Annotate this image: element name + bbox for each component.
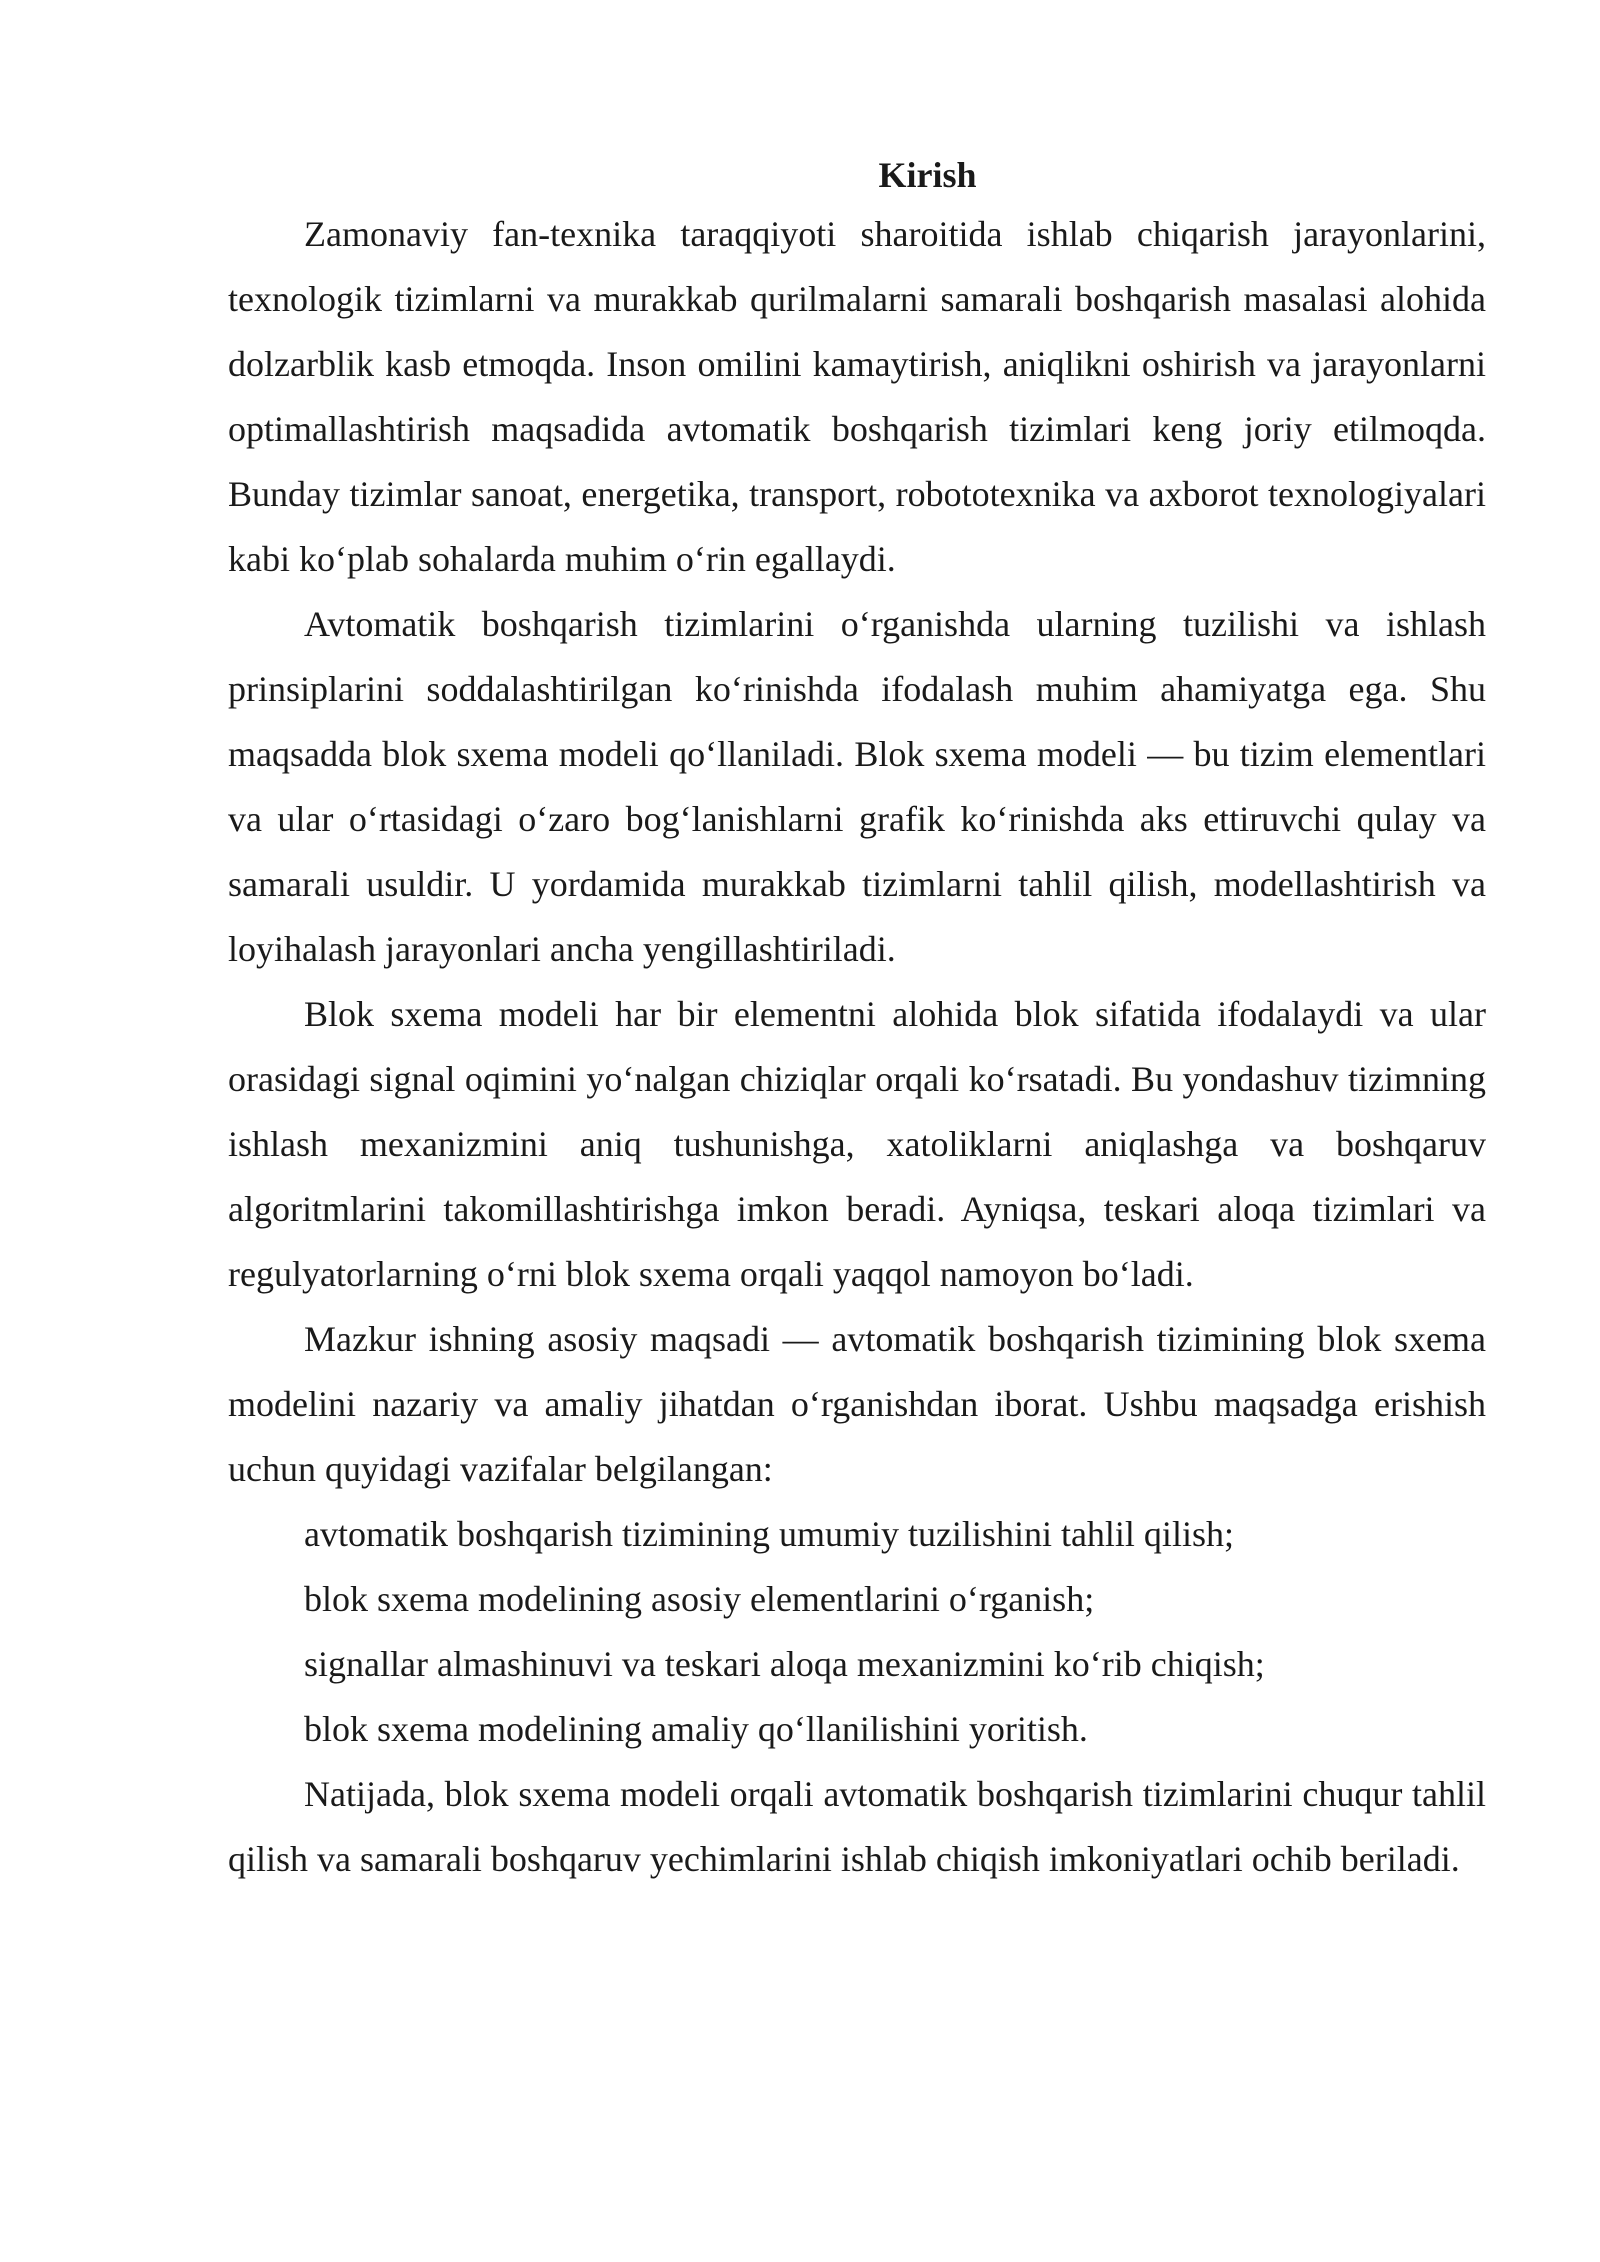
paragraph-goal: Mazkur ishning asosiy maqsadi — avtomatik boshqarish tizimining blok sxema modelini nazariy va amaliy jihatdan o‘rganishdan iborat. Ushbu maqsadga erishish uchun quyidagi vazifalar belgilangan:	[228, 1319, 1486, 1489]
paragraph-conclusion: Natijada, blok sxema modeli orqali avtomatik boshqarish tizimlarini chuqur tahlil qilish va samarali boshqaruv yechimlarini ishlab chiqish imkoniyatlari ochib beriladi.	[228, 1774, 1486, 1879]
list-item: signallar almashinuvi va teskari aloqa mexanizmini ko‘rib chiqish;	[304, 1644, 1265, 1684]
list-item: blok sxema modelining amaliy qo‘llanilishini yoritish.	[304, 1709, 1088, 1749]
paragraph-block-scheme: Avtomatik boshqarish tizimlarini o‘rganishda ularning tuzilishi va ishlash prinsiplarini soddalashtirilgan ko‘rinishda ifodalash muhim ahamiyatga ega. Shu maqsadda blok sxema modeli qo‘llaniladi. Blok sxema modeli — bu tizim elementlari va ular o‘rtasidagi o‘zaro bog‘lanishlarni grafik ko‘rinishda aks ettiruvchi qulay va samarali usuldir. U yordamida murakkab tizimlarni tahlil qilish, modellashtirish va loyihalash jarayonlari ancha yengillashtiriladi.	[228, 604, 1486, 969]
list-item: avtomatik boshqarish tizimining umumiy tuzilishini tahlil qilish;	[304, 1514, 1234, 1554]
page-title: Kirish	[878, 155, 977, 195]
task-list	[228, 1502, 1486, 1762]
document-page	[228, 148, 1486, 1892]
paragraph-intro: Zamonaviy fan-texnika taraqqiyoti sharoitida ishlab chiqarish jarayonlarini, texnologik tizimlarni va murakkab qurilmalarni samarali boshqarish masalasi alohida dolzarblik kasb etmoqda. Inson omilini kamaytirish, aniqlikni oshirish va jarayonlarni optimallashtirish maqsadida avtomatik boshqarish tizimlari keng joriy etilmoqda. Bunday tizimlar sanoat, energetika, transport, robototexnika va axborot texnologiyalari kabi ko‘plab sohalarda muhim o‘rin egallaydi.	[228, 214, 1486, 579]
list-item: blok sxema modelining asosiy elementlarini o‘rganish;	[304, 1579, 1095, 1619]
paragraph-block-model: Blok sxema modeli har bir elementni alohida blok sifatida ifodalaydi va ular orasidagi signal oqimini yo‘nalgan chiziqlar orqali ko‘rsatadi. Bu yondashuv tizimning ishlash mexanizmini aniq tushunishga, xatoliklarni aniqlashga va boshqaruv algoritmlarini takomillashtirishga imkon beradi. Ayniqsa, teskari aloqa tizimlari va regulyatorlarning o‘rni blok sxema orqali yaqqol namoyon bo‘ladi.	[228, 994, 1486, 1294]
